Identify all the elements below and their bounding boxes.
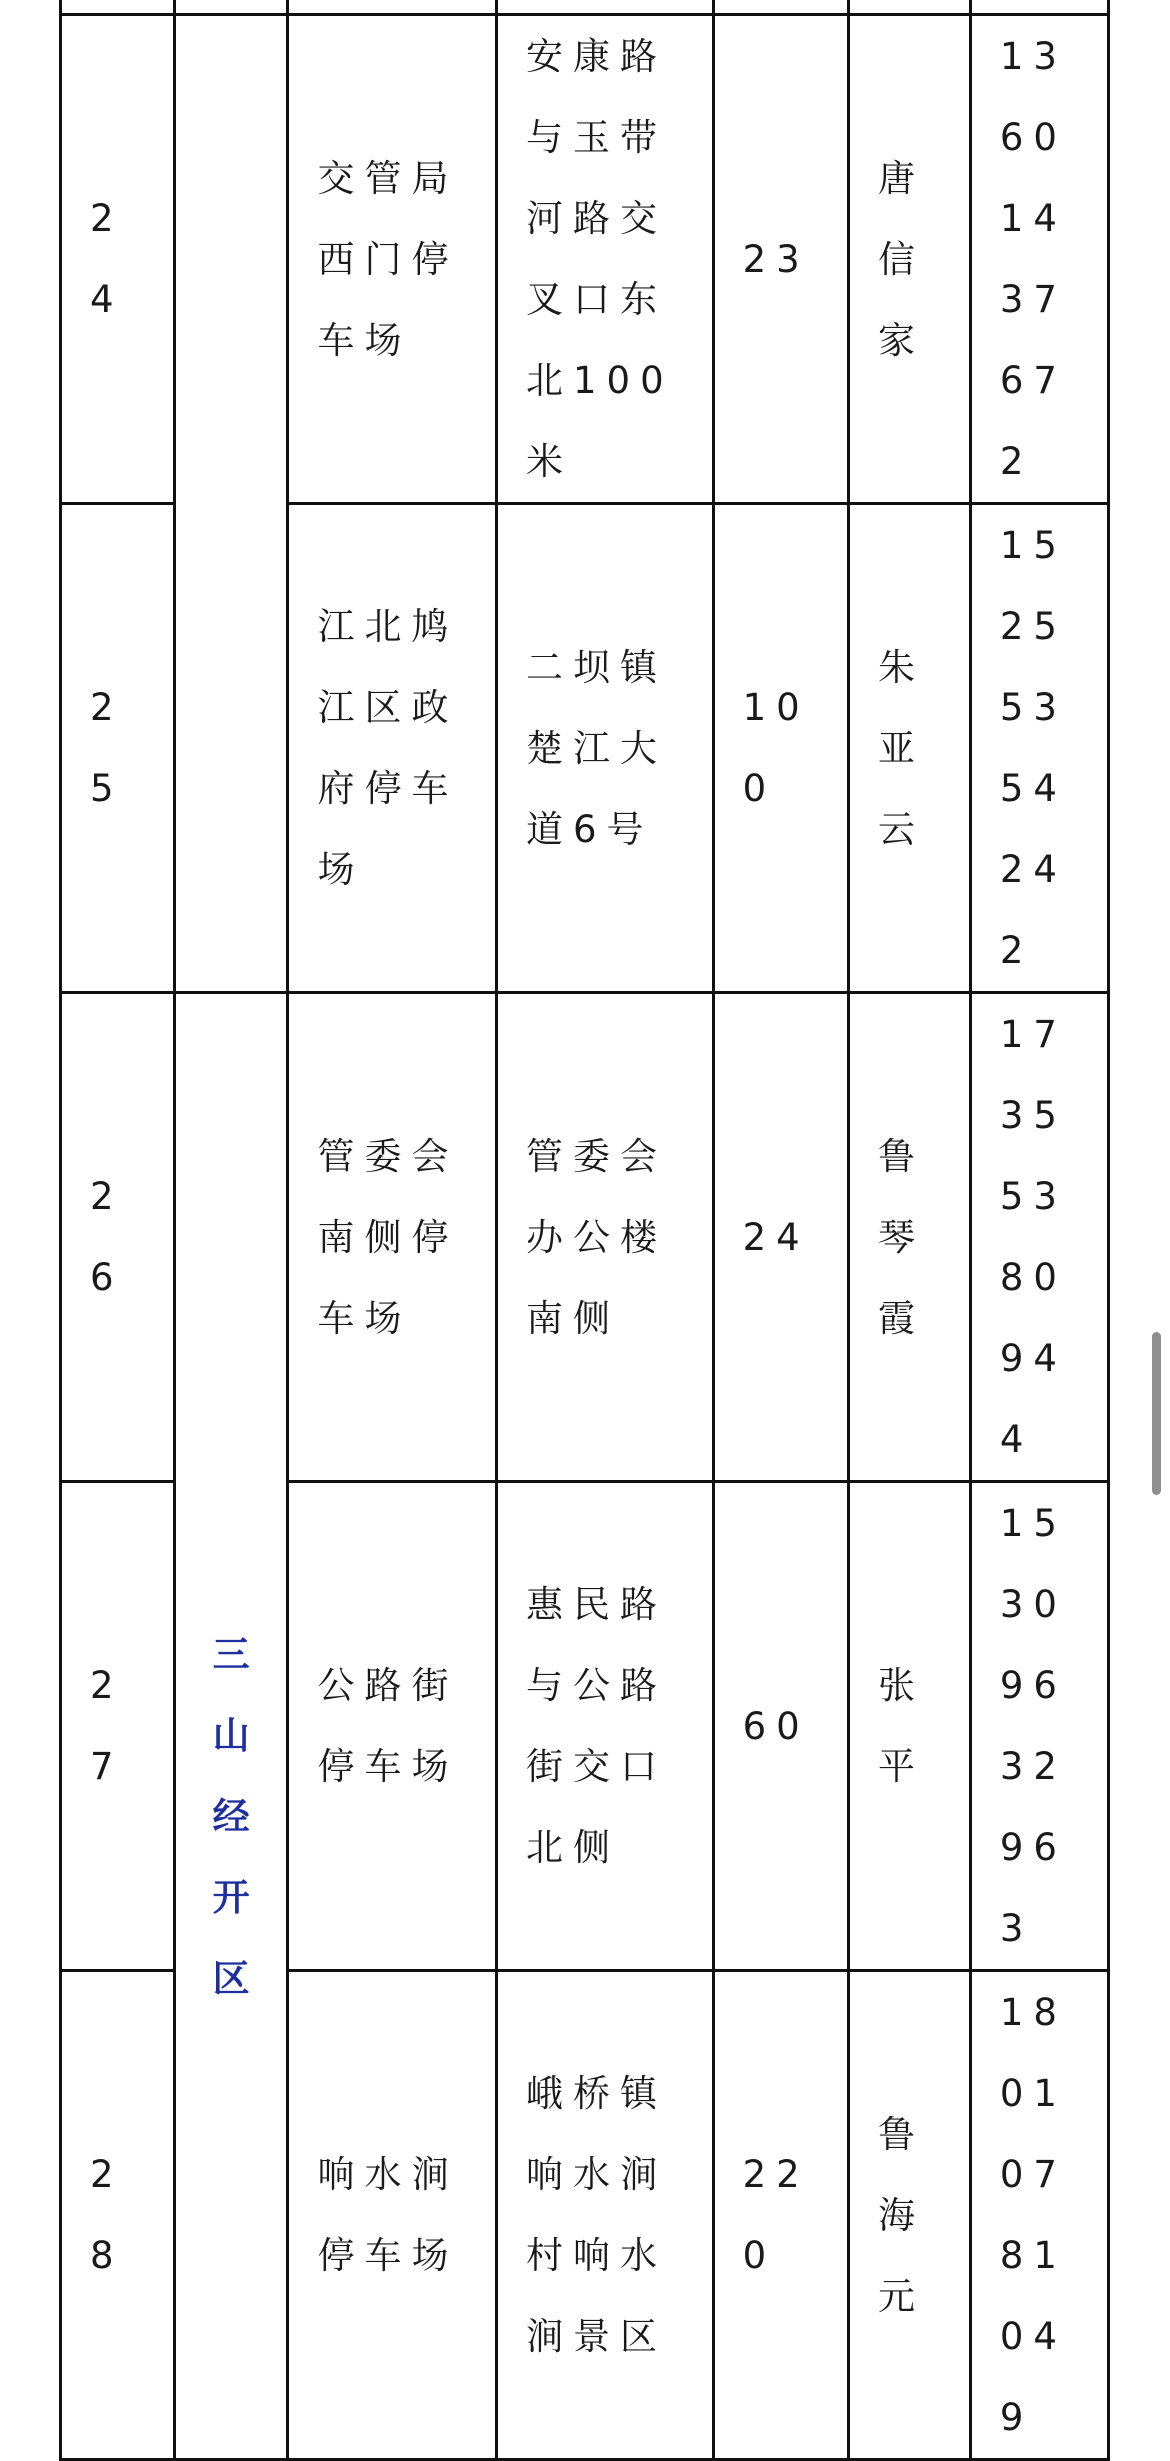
contact-phone: 15309632963	[970, 1482, 1108, 1971]
contact-phone: 18010781049	[970, 1971, 1108, 2460]
vertical-scrollbar[interactable]	[1152, 1332, 1161, 1495]
parking-spaces: 23	[713, 15, 848, 504]
row-index: 28	[61, 1971, 175, 2460]
district-cell	[174, 993, 288, 2460]
contact-person: 鲁海元	[849, 1971, 971, 2460]
parking-spaces: 60	[713, 1482, 848, 1971]
district-cell-blank	[174, 15, 288, 993]
table-row-partial-top	[61, 0, 1109, 15]
contact-phone: 13601437672	[970, 15, 1108, 504]
row-index: 26	[61, 993, 175, 1482]
parking-spaces: 100	[713, 504, 848, 993]
parking-spaces: 220	[713, 1971, 848, 2460]
parking-table	[59, 0, 1110, 2461]
contact-phone: 15255354242	[970, 504, 1108, 993]
district-name: 三山经开区	[212, 1632, 250, 2000]
contact-phone: 17355380944	[970, 993, 1108, 1482]
contact-person: 张平	[849, 1482, 971, 1971]
parking-lot-address: 惠民路与公路街交口北侧	[496, 1482, 713, 1971]
row-index: 25	[61, 504, 175, 993]
parking-lot-name: 管委会南侧停车场	[288, 993, 497, 1482]
contact-person: 鲁琴霞	[849, 993, 971, 1482]
table-row	[61, 15, 1109, 504]
table-row	[61, 993, 1109, 1482]
parking-lot-name: 响水涧停车场	[288, 1971, 497, 2460]
contact-person: 唐信家	[849, 15, 971, 504]
parking-lot-address: 管委会办公楼南侧	[496, 993, 713, 1482]
parking-lot-address: 安康路与玉带河路交叉口东北100米	[496, 15, 713, 504]
parking-lot-address: 峨桥镇响水涧村响水涧景区	[496, 1971, 713, 2460]
parking-lot-address: 二坝镇楚江大道6号	[496, 504, 713, 993]
contact-person: 朱亚云	[849, 504, 971, 993]
parking-lot-name: 江北鸠江区政府停车场	[288, 504, 497, 993]
parking-lot-name: 交管局西门停车场	[288, 15, 497, 504]
parking-lot-name: 公路街停车场	[288, 1482, 497, 1971]
parking-spaces: 24	[713, 993, 848, 1482]
row-index: 24	[61, 15, 175, 504]
row-index: 27	[61, 1482, 175, 1971]
